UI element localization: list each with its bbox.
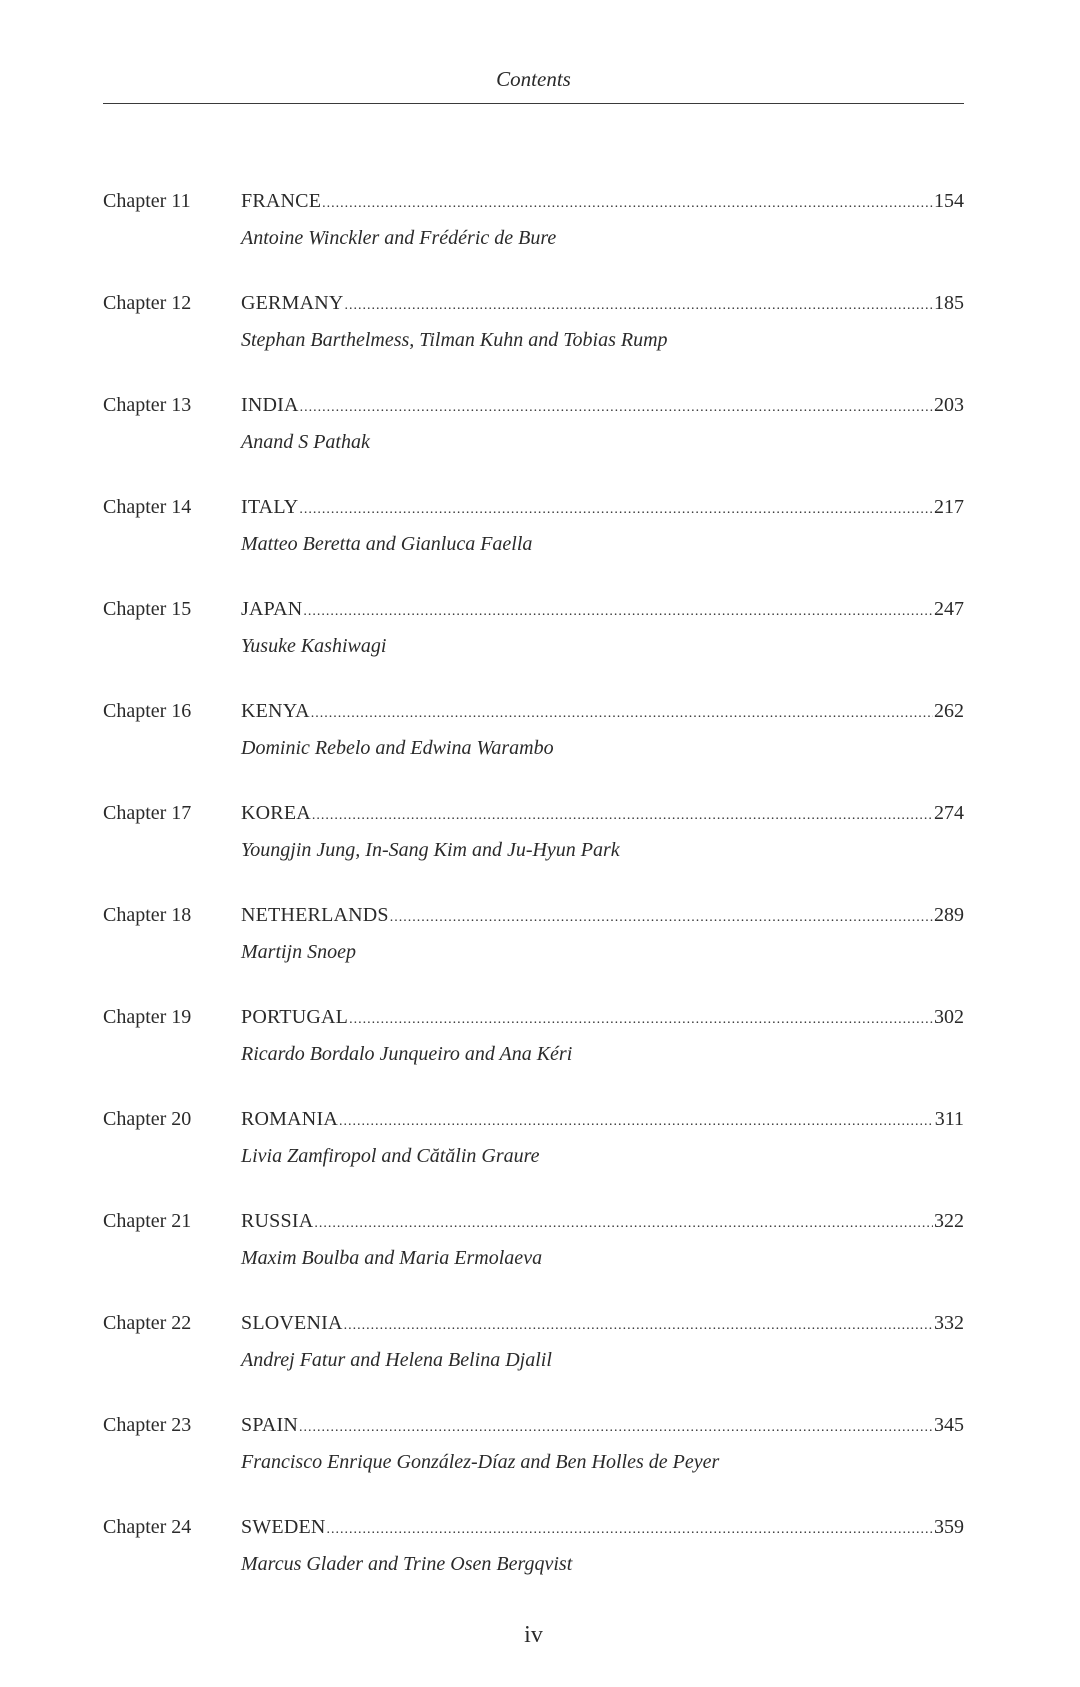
dot-leader xyxy=(390,903,933,933)
chapter-authors: Francisco Enrique González-Díaz and Ben Holles de Peyer xyxy=(241,1451,720,1473)
toc-entry[interactable] xyxy=(103,288,964,390)
page-number: 247 xyxy=(934,598,964,620)
chapter-title-line xyxy=(241,1308,964,1341)
chapter-title: RUSSIA xyxy=(241,1210,314,1232)
toc-entry[interactable] xyxy=(103,1410,964,1512)
toc-entry[interactable] xyxy=(103,1206,964,1308)
chapter-label: Chapter 14 xyxy=(103,496,192,518)
chapter-title: SPAIN xyxy=(241,1414,298,1436)
chapter-label: Chapter 16 xyxy=(103,700,192,722)
chapter-label: Chapter 17 xyxy=(103,802,192,824)
chapter-title-line xyxy=(241,696,964,729)
chapter-label: Chapter 20 xyxy=(103,1108,192,1130)
toc-entry[interactable] xyxy=(103,1308,964,1410)
dot-leader xyxy=(345,291,933,321)
chapter-label: Chapter 18 xyxy=(103,904,192,926)
chapter-title-line xyxy=(241,900,964,933)
chapter-label: Chapter 22 xyxy=(103,1312,192,1334)
page-number: 274 xyxy=(934,802,964,824)
chapter-title-line xyxy=(241,492,964,525)
page-number: 311 xyxy=(934,1108,964,1130)
chapter-authors: Dominic Rebelo and Edwina Warambo xyxy=(241,737,554,759)
chapter-title: ITALY xyxy=(241,496,299,518)
dot-leader xyxy=(314,1209,933,1239)
header-rule xyxy=(103,103,964,104)
page-number: 359 xyxy=(934,1516,964,1538)
chapter-label: Chapter 11 xyxy=(103,190,191,212)
page-number: 154 xyxy=(934,190,964,212)
toc-entry[interactable] xyxy=(103,900,964,1002)
chapter-title: KOREA xyxy=(241,802,311,824)
dot-leader xyxy=(299,1413,933,1443)
chapter-authors: Livia Zamfiropol and Cătălin Graure xyxy=(241,1145,540,1167)
chapter-title-line xyxy=(241,798,964,831)
chapter-title-line xyxy=(241,594,964,627)
page-number: 302 xyxy=(934,1006,964,1028)
chapter-authors: Marcus Glader and Trine Osen Bergqvist xyxy=(241,1553,573,1575)
chapter-title: SWEDEN xyxy=(241,1516,326,1538)
dot-leader xyxy=(349,1005,933,1035)
chapter-title-line xyxy=(241,1512,964,1545)
toc-entry[interactable] xyxy=(103,1104,964,1206)
dot-leader xyxy=(312,801,933,831)
chapter-title: JAPAN xyxy=(241,598,303,620)
page-number: 332 xyxy=(934,1312,964,1334)
chapter-title: FRANCE xyxy=(241,190,322,212)
page-number: 289 xyxy=(934,904,964,926)
chapter-authors: Martijn Snoep xyxy=(241,941,356,963)
chapter-title-line xyxy=(241,186,964,219)
table-of-contents xyxy=(103,186,964,1614)
chapter-title-line xyxy=(241,1104,964,1137)
dot-leader xyxy=(327,1515,933,1545)
chapter-title: NETHERLANDS xyxy=(241,904,389,926)
page-number: 217 xyxy=(934,496,964,518)
dot-leader xyxy=(322,189,933,219)
chapter-title: KENYA xyxy=(241,700,310,722)
chapter-authors: Antoine Winckler and Frédéric de Bure xyxy=(241,227,557,249)
toc-entry[interactable] xyxy=(103,390,964,492)
chapter-title-line xyxy=(241,390,964,423)
chapter-label: Chapter 19 xyxy=(103,1006,192,1028)
toc-entry[interactable] xyxy=(103,1002,964,1104)
chapter-authors: Maxim Boulba and Maria Ermolaeva xyxy=(241,1247,543,1269)
running-head: Contents xyxy=(496,67,571,91)
page-number: 185 xyxy=(934,292,964,314)
chapter-title: SLOVENIA xyxy=(241,1312,343,1334)
chapter-label: Chapter 21 xyxy=(103,1210,192,1232)
toc-entry[interactable] xyxy=(103,696,964,798)
toc-entry[interactable] xyxy=(103,594,964,696)
toc-entry[interactable] xyxy=(103,186,964,288)
dot-leader xyxy=(299,495,933,525)
page-number: 262 xyxy=(934,700,964,722)
dot-leader xyxy=(300,393,933,423)
chapter-label: Chapter 12 xyxy=(103,292,192,314)
chapter-authors: Andrej Fatur and Helena Belina Djalil xyxy=(241,1349,552,1371)
chapter-title: PORTUGAL xyxy=(241,1006,349,1028)
chapter-label: Chapter 23 xyxy=(103,1414,192,1436)
dot-leader xyxy=(344,1311,933,1341)
chapter-title: GERMANY xyxy=(241,292,344,314)
chapter-title-line xyxy=(241,1002,964,1035)
page-number: 322 xyxy=(934,1210,964,1232)
page-folio: iv xyxy=(524,1622,543,1648)
chapter-authors: Matteo Beretta and Gianluca Faella xyxy=(241,533,533,555)
dot-leader xyxy=(339,1107,934,1137)
chapter-authors: Ricardo Bordalo Junqueiro and Ana Kéri xyxy=(241,1043,573,1065)
page-number: 203 xyxy=(934,394,964,416)
chapter-authors: Youngjin Jung, In-Sang Kim and Ju-Hyun Park xyxy=(241,839,620,861)
toc-entry[interactable] xyxy=(103,798,964,900)
chapter-title-line xyxy=(241,288,964,321)
toc-entry[interactable] xyxy=(103,1512,964,1614)
chapter-authors: Stephan Barthelmess, Tilman Kuhn and Tobias Rump xyxy=(241,329,668,351)
chapter-title-line xyxy=(241,1410,964,1443)
chapter-title: INDIA xyxy=(241,394,299,416)
chapter-label: Chapter 24 xyxy=(103,1516,192,1538)
chapter-label: Chapter 13 xyxy=(103,394,192,416)
chapter-title-line xyxy=(241,1206,964,1239)
chapter-authors: Anand S Pathak xyxy=(241,431,370,453)
chapter-authors: Yusuke Kashiwagi xyxy=(241,635,387,657)
dot-leader xyxy=(311,699,933,729)
dot-leader xyxy=(303,597,933,627)
toc-entry[interactable] xyxy=(103,492,964,594)
chapter-title: ROMANIA xyxy=(241,1108,338,1130)
chapter-label: Chapter 15 xyxy=(103,598,192,620)
page-number: 345 xyxy=(934,1414,964,1436)
